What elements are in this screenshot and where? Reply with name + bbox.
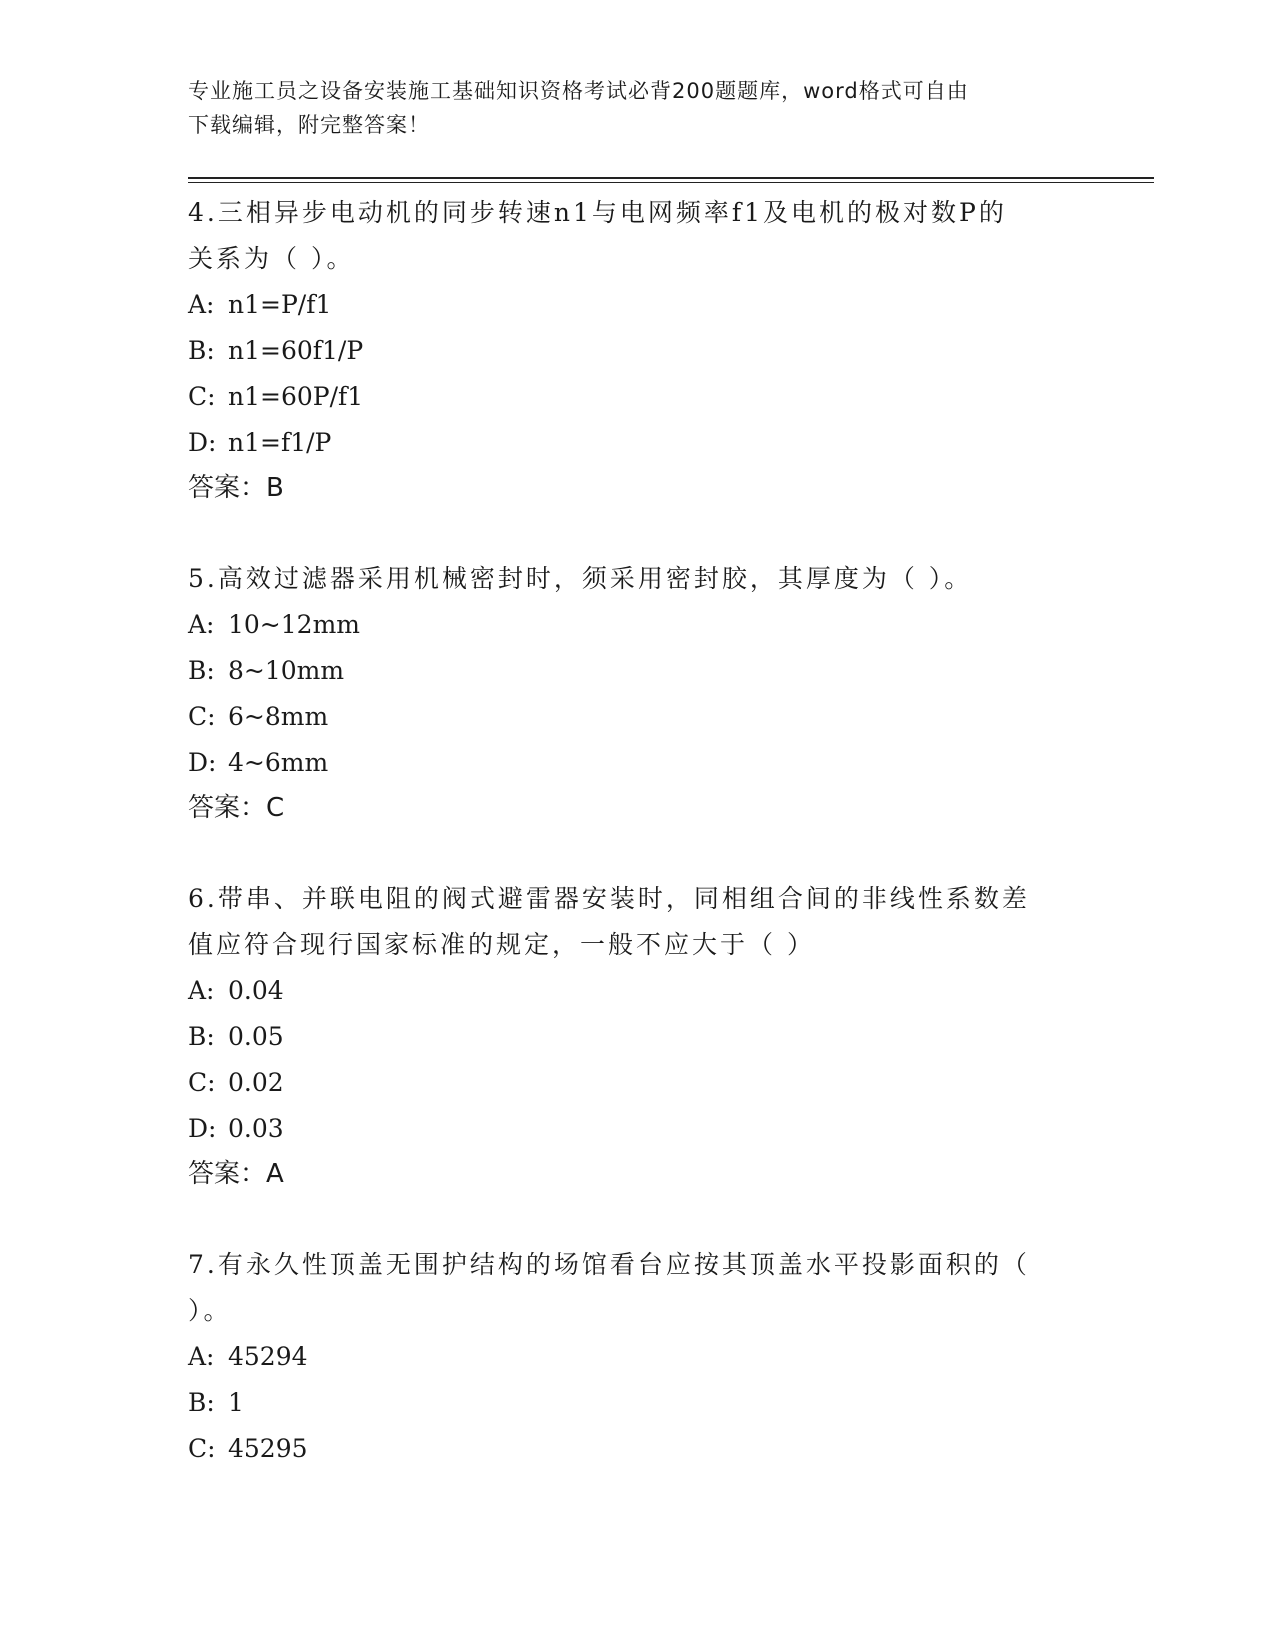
option-b <box>188 1380 1068 1426</box>
answer-line: 答案：A <box>188 1159 284 1189</box>
option-text: 45295 <box>228 1434 308 1463</box>
header-rule-thin <box>188 182 1154 183</box>
option-text: 10~12mm <box>228 610 360 639</box>
option-a <box>188 968 1068 1014</box>
question-7 <box>188 1242 1068 1472</box>
option-letter: A: <box>188 290 215 319</box>
option-a <box>188 1334 1068 1380</box>
option-letter: A: <box>188 1342 215 1371</box>
question-6 <box>188 876 1068 1196</box>
option-letter: C: <box>188 702 216 731</box>
header-line-2: 下载编辑，附完整答案！ <box>188 113 430 137</box>
option-a <box>188 282 1068 328</box>
option-letter: D: <box>188 428 217 457</box>
question-stem: 6.带串、并联电阻的阀式避雷器安装时，同相组合间的非线性系数差 <box>188 884 1030 913</box>
question-stem: 5.高效过滤器采用机械密封时，须采用密封胶，其厚度为（ ）。 <box>188 564 973 593</box>
option-a <box>188 602 1068 648</box>
question-5 <box>188 556 1068 830</box>
question-stem: 4.三相异步电动机的同步转速n1与电网频率f1及电机的极对数P的 <box>188 198 1007 227</box>
question-stem-continued: ）。 <box>188 1296 232 1325</box>
option-letter: D: <box>188 1114 217 1143</box>
option-letter: A: <box>188 610 215 639</box>
option-d <box>188 420 1068 466</box>
option-d <box>188 1106 1068 1152</box>
option-text: n1=60f1/P <box>228 336 364 365</box>
option-letter: D: <box>188 748 217 777</box>
option-letter: B: <box>188 336 215 365</box>
question-4 <box>188 190 1068 510</box>
option-letter: B: <box>188 1022 215 1051</box>
option-text: n1=f1/P <box>228 428 332 457</box>
option-letter: C: <box>188 382 216 411</box>
header-line-1: 专业施工员之设备安装施工基础知识资格考试必背200题题库，word格式可自由 <box>188 79 969 103</box>
option-text: n1=P/f1 <box>228 290 332 319</box>
option-b <box>188 1014 1068 1060</box>
option-text: 45294 <box>228 1342 308 1371</box>
header-rule-thick <box>188 177 1154 179</box>
option-b <box>188 328 1068 374</box>
option-text: 8~10mm <box>228 656 345 685</box>
option-c <box>188 1426 1068 1472</box>
option-text: 4~6mm <box>228 748 329 777</box>
option-c <box>188 1060 1068 1106</box>
option-text: 6~8mm <box>228 702 329 731</box>
answer-line: 答案：C <box>188 793 285 823</box>
option-b <box>188 648 1068 694</box>
option-letter: C: <box>188 1434 216 1463</box>
option-text: 0.02 <box>228 1068 284 1097</box>
option-letter: B: <box>188 1388 215 1417</box>
option-text: 0.04 <box>228 976 284 1005</box>
option-letter: A: <box>188 976 215 1005</box>
option-text: n1=60P/f1 <box>228 382 364 411</box>
option-c <box>188 374 1068 420</box>
option-text: 1 <box>228 1388 244 1417</box>
option-letter: C: <box>188 1068 216 1097</box>
answer-line: 答案：B <box>188 473 284 503</box>
option-d <box>188 740 1068 786</box>
question-stem-continued: 值应符合现行国家标准的规定，一般不应大于（ ） <box>188 930 815 959</box>
question-stem-continued: 关系为（ ）。 <box>188 244 355 273</box>
question-list <box>188 190 1068 1518</box>
option-text: 0.03 <box>228 1114 284 1143</box>
option-c <box>188 694 1068 740</box>
option-letter: B: <box>188 656 215 685</box>
option-text: 0.05 <box>228 1022 284 1051</box>
document-header <box>188 74 1088 142</box>
question-stem: 7.有永久性顶盖无围护结构的场馆看台应按其顶盖水平投影面积的（ <box>188 1250 1030 1279</box>
